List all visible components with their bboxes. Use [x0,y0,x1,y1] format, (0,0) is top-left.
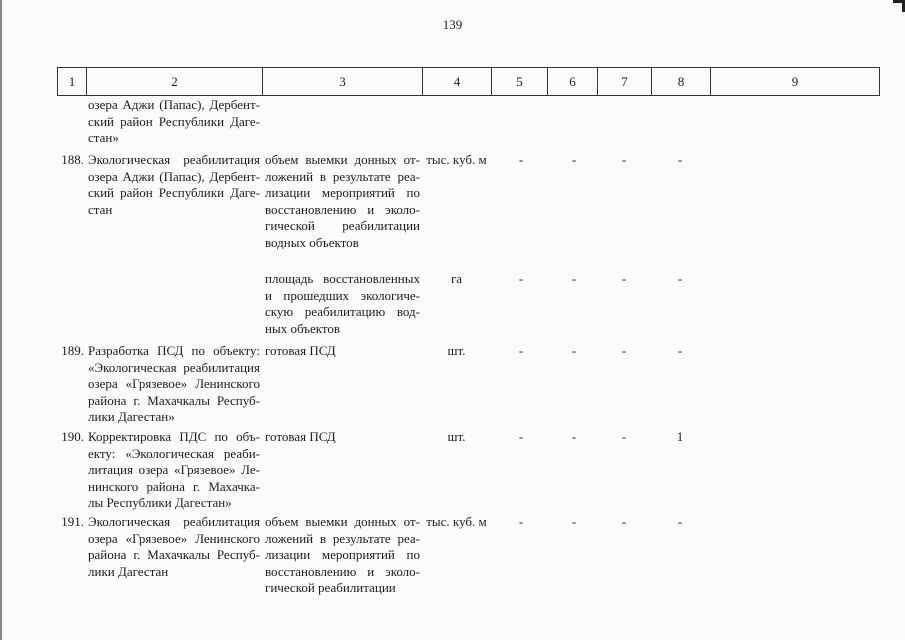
row-indicator-line: готовая ПСД [265,343,336,358]
header-col-6: 6 [547,68,597,95]
row-value-col-8: 1 [676,429,684,444]
row-name-line: Экологическая реабилитация [88,152,260,167]
row-value-col-7: - [621,514,627,529]
row-name-line: лики Дагестан [88,563,169,579]
row-name-line: лики Дагестан» [88,409,175,424]
row-indicator-line: площадь восстановленных [265,271,420,286]
row-name-line: литация озера «Грязевое» Ле- [88,462,260,477]
row-indicator-line: объем выемки донных от- [265,152,420,167]
row-indicator-line: водных объектов [265,234,359,250]
row-name-line: ский район Республики Даге- [88,185,260,200]
row-name-line: озера «Грязевое» Ленинского [88,530,260,546]
row-indicator-line: скую реабилитацию вод- [265,304,420,319]
row-value-col-8: - [677,343,683,358]
row-indicator-line: восстановлению и эколо- [265,563,420,579]
header-col-2: 2 [86,68,262,95]
row-value-col-5: - [518,429,524,444]
row-number: 190. [61,429,84,444]
row-value-col-7: - [621,429,627,444]
row-number: 189. [61,343,84,358]
row-unit: тыс. куб. м [426,152,487,167]
row-indicator-line: объем выемки донных от- [265,514,420,529]
header-col-5: 5 [491,68,547,95]
row-number: 188. [61,152,84,167]
row-value-col-7: - [621,271,627,286]
row-unit: шт. [447,343,466,358]
row-indicator-line: ложений в результате реа- [265,530,420,546]
header-col-3: 3 [262,68,422,95]
row-value-col-5: - [518,514,524,529]
row-name-line: «Экологическая реабилитация [88,359,260,375]
row-indicator [265,271,420,337]
row-indicator-line: ложений в результате реа- [265,168,420,184]
table-header [57,67,880,96]
row-name [88,514,260,580]
row-indicator [265,343,420,360]
row-value-col-6: - [571,152,577,167]
row-unit: тыс. куб. м [426,514,487,529]
row-name-line: лы Республики Дагестан» [88,495,232,510]
row-indicator-line: лизации мероприятий по [265,547,420,562]
row-name-line: района г. Махачкалы Респуб- [88,547,260,562]
row-name [88,152,260,218]
row-value-col-8: - [677,514,683,529]
row-value-col-5: - [518,152,524,167]
row-name-line: озера «Грязевое» Ленинского [88,376,260,391]
row-value-col-7: - [621,152,627,167]
row-name-line: озера Аджи (Папас), Дербент- [88,97,260,112]
row-name-line: Корректировка ПДС по объ- [88,429,260,444]
row-name-line: Разработка ПСД по объекту: [88,343,260,358]
row-name-line: озера Аджи (Папас), Дербент- [88,168,260,184]
header-col-4: 4 [422,68,491,95]
row-indicator [265,429,420,446]
header-col-1: 1 [57,68,86,95]
header-col-8: 8 [651,68,710,95]
page-number: 139 [442,17,463,32]
row-name-line: Экологическая реабилитация [88,514,260,529]
row-name-line: стан [88,201,113,217]
row-number: 191. [61,514,84,529]
row-value-col-6: - [571,271,577,286]
row-indicator-line: и прошедших экологиче- [265,287,420,303]
row-name-line: екту: «Экологическая реаби- [88,445,260,461]
row-name-line: нинского района г. Махачка- [88,478,260,494]
row-value-col-7: - [621,343,627,358]
row-value-col-6: - [571,514,577,529]
row-indicator-line: ных объектов [265,320,341,336]
row-value-col-6: - [571,429,577,444]
row-name-line: ский район Республики Даге- [88,113,260,129]
row-value-col-6: - [571,343,577,358]
row-name-line: стан» [88,130,119,145]
header-col-9: 9 [710,68,880,95]
row-name [88,343,260,426]
row-name [88,97,260,147]
row-unit: га [450,271,463,286]
scan-edge [0,0,2,640]
row-indicator-line: готовая ПСД [265,429,336,444]
row-indicator-line: лизации мероприятий по [265,185,420,200]
row-name [88,429,260,512]
row-indicator [265,152,420,251]
row-indicator-line: гической реабилитации [265,580,396,595]
scan-corner-mark [893,0,905,12]
row-indicator-line: гической реабилитации [265,218,420,233]
row-value-col-5: - [518,343,524,358]
row-indicator-line: восстановлению и эколо- [265,201,420,217]
row-value-col-8: - [677,152,683,167]
row-name-line: района г. Махачкалы Респуб- [88,392,260,408]
row-value-col-8: - [677,271,683,286]
row-indicator [265,514,420,597]
row-unit: шт. [447,429,466,444]
row-value-col-5: - [518,271,524,286]
header-col-7: 7 [597,68,651,95]
